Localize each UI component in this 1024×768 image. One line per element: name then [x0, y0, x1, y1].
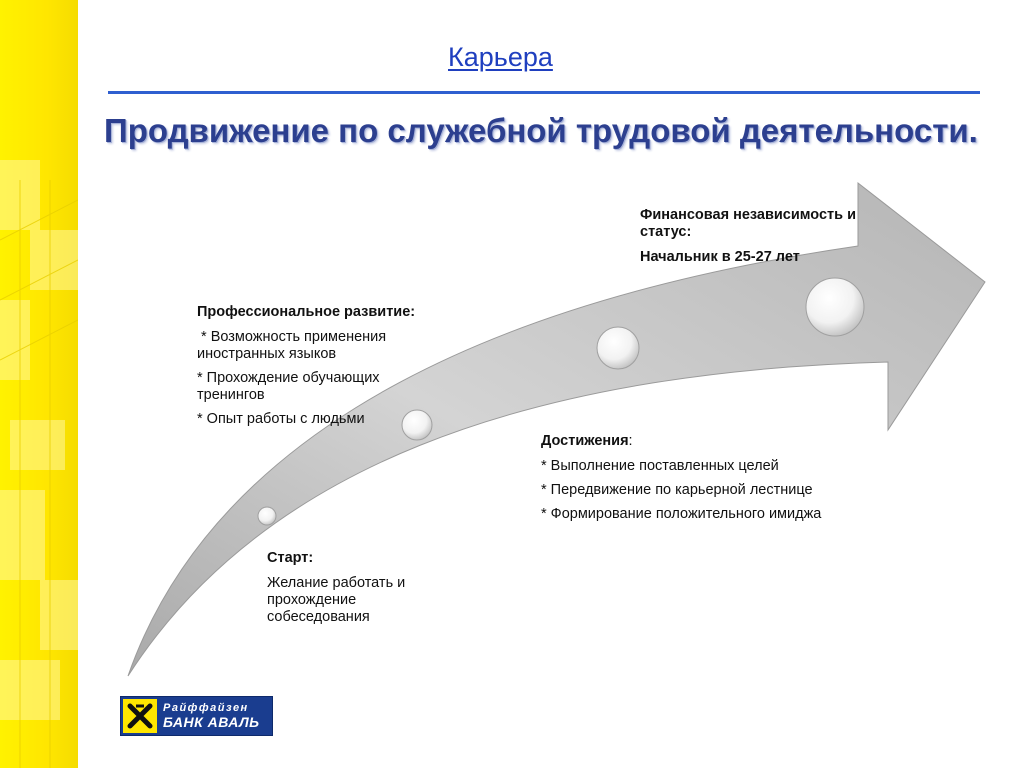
raiffeisen-cross-icon — [123, 699, 157, 733]
stage-start — [267, 550, 457, 633]
milestone-achievements — [597, 327, 639, 369]
stage-development-line: * Возможность применения иностранных языков — [197, 329, 391, 362]
stage-achievements-line: * Формирование положительного имиджа — [541, 506, 822, 522]
bank-logo-text — [159, 697, 260, 735]
stage-achievements-heading: Достижения: — [541, 433, 633, 449]
stage-development-heading: Профессиональное развитие: — [197, 304, 416, 320]
stage-start-line: Желание работать и прохождение собеседования — [267, 575, 406, 625]
stage-start-heading: Старт: — [267, 550, 314, 566]
stage-development-line: * Опыт работы с людьми — [197, 411, 365, 427]
bank-logo-line1: Райффайзен — [163, 702, 249, 714]
stage-independence-line: Начальник в 25-27 лет — [640, 249, 800, 265]
slide-subtitle: Продвижение по служебной трудовой деятельности. — [104, 112, 978, 149]
stage-achievements-line: * Передвижение по карьерной лестнице — [541, 482, 813, 498]
stage-development — [197, 304, 447, 435]
stage-development-line: * Прохождение обучающих тренингов — [197, 370, 380, 403]
stage-independence-heading: Финансовая независимость и статус: — [640, 207, 856, 240]
milestone-independence — [806, 278, 864, 336]
stage-achievements — [541, 433, 831, 530]
bank-logo-line2: БАНК АВАЛЬ — [163, 714, 260, 730]
stage-achievements-line: * Выполнение поставленных целей — [541, 458, 779, 474]
milestone-start — [258, 507, 276, 525]
bank-logo[interactable] — [120, 696, 273, 736]
slide-title[interactable]: Карьера — [448, 42, 553, 72]
stage-independence — [640, 207, 910, 273]
